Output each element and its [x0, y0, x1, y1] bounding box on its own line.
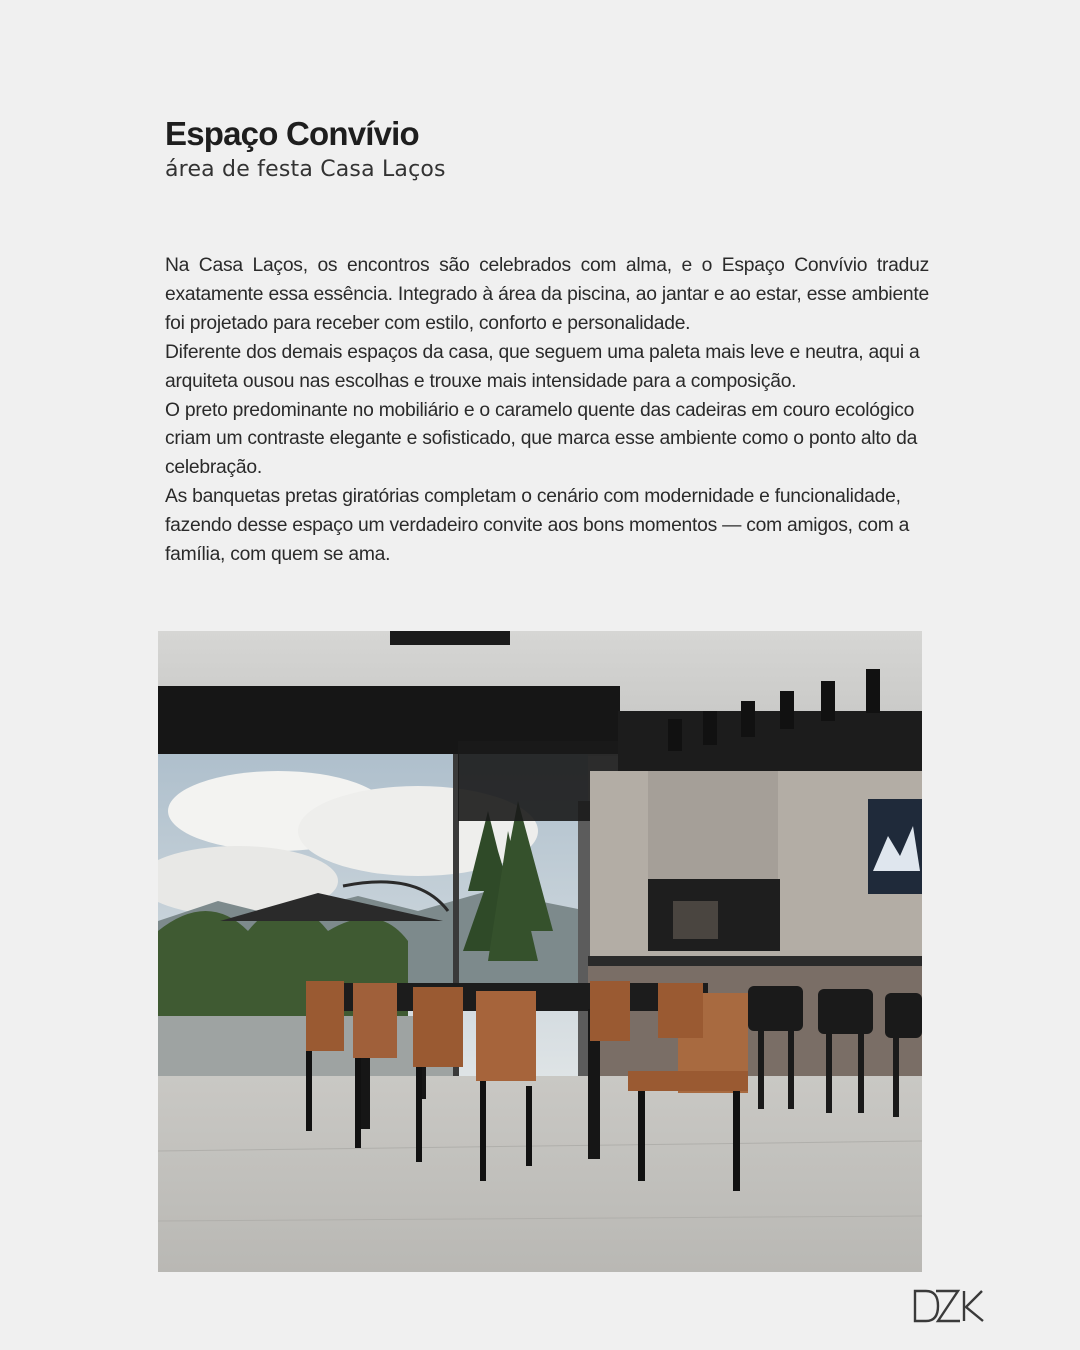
- paragraph-intro: Na Casa Laços, os encontros são celebrados com alma, e o Espaço Convívio traduz exatamente essa essência. Integrado à área da piscina, ao jantar e ao estar, esse ambiente foi projetado para receber com estilo, conforto e personalidade.: [165, 255, 929, 334]
- body-text: [165, 252, 929, 570]
- dzk-logo: [912, 1288, 986, 1324]
- page-title: Espaço Convívio: [165, 115, 419, 152]
- interior-photo: [158, 631, 922, 1272]
- paragraph-stools: As banquetas pretas giratórias completam o cenário com modernidade e funcionalidade, fazendo desse espaço um verdadeiro convite aos bons momentos — com amigos, com a família, com quem se ama.: [165, 486, 910, 566]
- paragraph-materials: O preto predominante no mobiliário e o caramelo quente das cadeiras em couro ecológico criam um contraste elegante e sofisticado, que marca esse ambiente como o ponto alto da celebração.: [165, 399, 918, 479]
- page-subtitle: área de festa Casa Laços: [165, 157, 446, 182]
- paragraph-palette: Diferente dos demais espaços da casa, que seguem uma paleta mais leve e neutra, aqui a arquiteta ousou nas escolhas e trouxe mais intensidade para a composição.: [165, 341, 920, 392]
